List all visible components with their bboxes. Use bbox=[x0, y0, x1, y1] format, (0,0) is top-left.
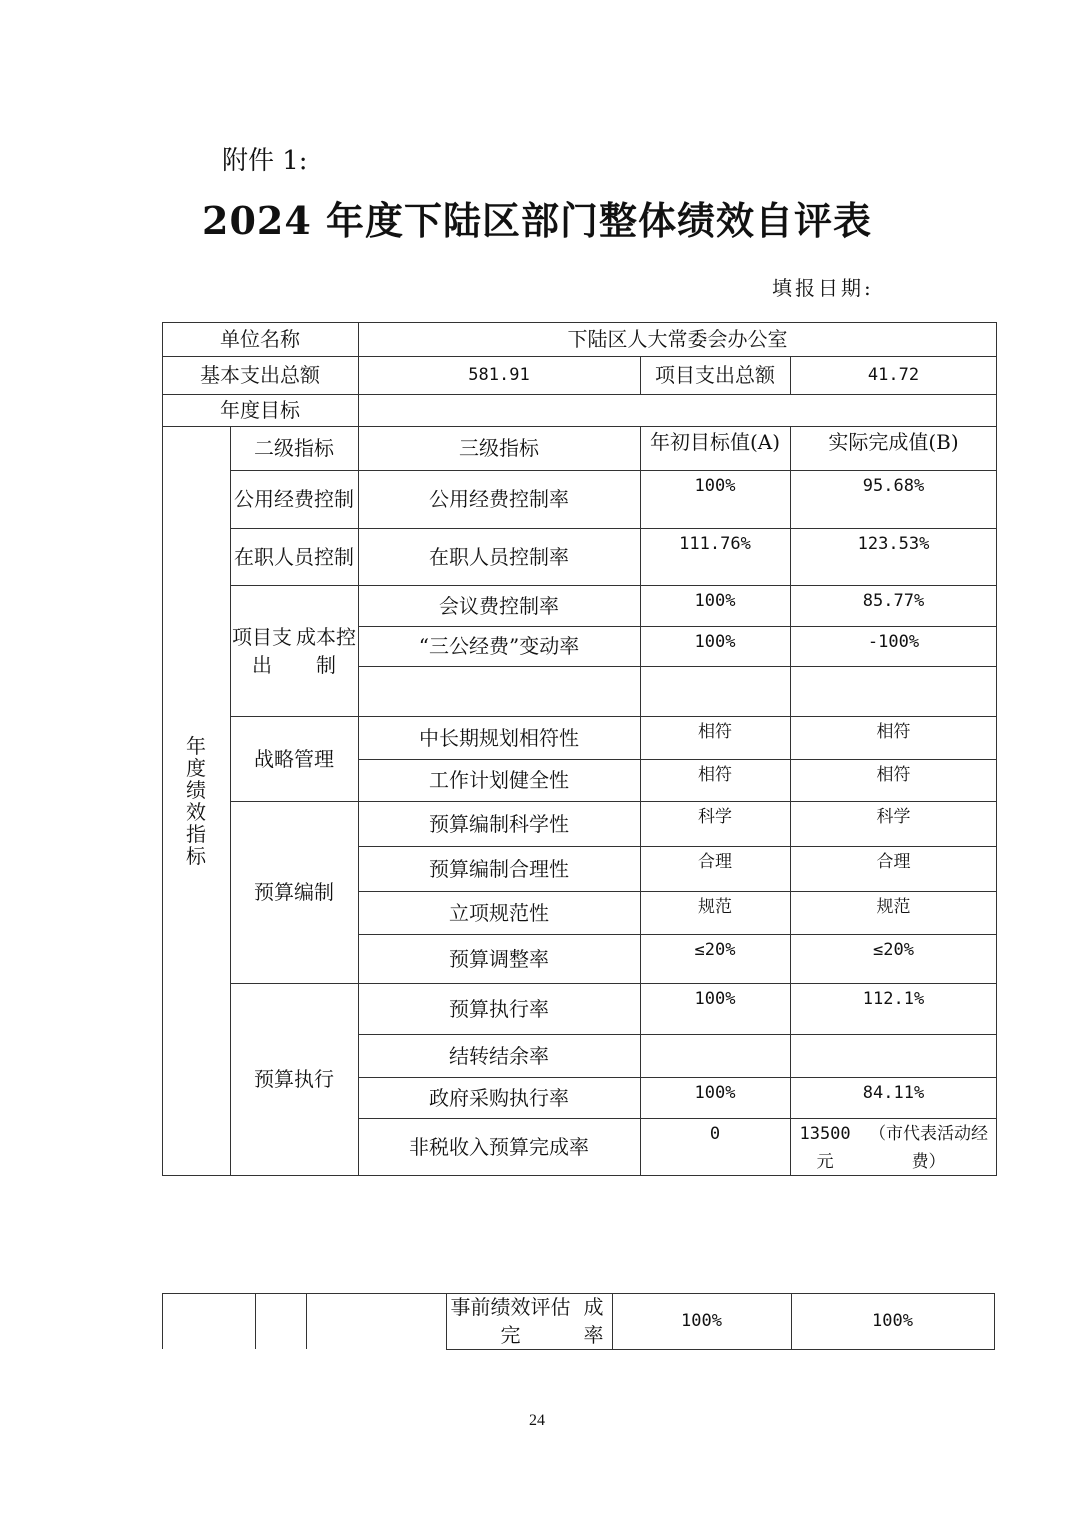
level2-indicator: 项目支出 成本控制 bbox=[232, 624, 356, 677]
actual-value: 合理 bbox=[876, 852, 911, 872]
basic-expense-value: 581.91 bbox=[468, 365, 530, 385]
basic-expense-label: 基本支出总额 bbox=[200, 363, 320, 387]
level2-indicator: 在职人员 控制 bbox=[234, 544, 354, 569]
table-rule bbox=[255, 1293, 256, 1349]
annual-goal-value bbox=[358, 394, 997, 426]
actual-value: -100% bbox=[867, 632, 920, 652]
target-value: 0 bbox=[709, 1124, 721, 1144]
level2-indicator: 预算执行 bbox=[254, 1067, 334, 1091]
fill-date-label: 填报日期: bbox=[772, 276, 874, 300]
level3-indicator: 公用经费控制率 bbox=[429, 487, 569, 511]
level3-indicator: 中长期规划相符性 bbox=[419, 725, 579, 750]
col-header-actual: 实际完成值(B) bbox=[828, 430, 959, 454]
level3-indicator: 工作计划健全性 bbox=[429, 768, 569, 792]
page-number: 24 bbox=[529, 1412, 545, 1429]
level3-indicator: 在职人员控制率 bbox=[429, 544, 569, 569]
level3-indicator: 非税收入预算完成率 bbox=[409, 1134, 589, 1159]
level3-indicator: 立项规范性 bbox=[449, 900, 549, 925]
actual-value: 13500 元 （市代表活动经费） bbox=[799, 1124, 989, 1172]
actual-value: 规范 bbox=[876, 897, 911, 917]
table-rule bbox=[446, 1349, 994, 1350]
level3-indicator: 预算调整率 bbox=[449, 946, 549, 971]
level3-indicator: 预算编制科学性 bbox=[429, 811, 569, 836]
unit-name-value: 下陆区人大常委会办公室 bbox=[567, 327, 788, 351]
level2-indicator: 战略管理 bbox=[254, 746, 334, 771]
actual-value: 相符 bbox=[876, 722, 911, 742]
actual-value bbox=[790, 666, 997, 716]
table-rule bbox=[306, 1293, 307, 1349]
actual-value: 85.77% bbox=[862, 591, 925, 611]
target-value: 100% bbox=[694, 476, 736, 496]
target-value bbox=[640, 666, 790, 716]
continuation-actual: 100% bbox=[872, 1311, 913, 1331]
target-value: 111.76% bbox=[679, 534, 751, 554]
target-value: 100% bbox=[694, 989, 736, 1009]
target-value bbox=[640, 1034, 790, 1077]
actual-value: ≤20% bbox=[873, 940, 914, 960]
level3-indicator: 政府采购执行率 bbox=[429, 1085, 569, 1110]
actual-value: 84.11% bbox=[862, 1083, 925, 1103]
level3-indicator: 结转结余率 bbox=[449, 1043, 549, 1068]
continuation-target: 100% bbox=[681, 1311, 722, 1331]
target-value: 科学 bbox=[698, 807, 732, 827]
target-value: 合理 bbox=[698, 852, 732, 872]
level3-indicator: 预算执行率 bbox=[449, 996, 549, 1021]
target-value: ≤20% bbox=[694, 940, 736, 960]
target-value: 100% bbox=[694, 591, 736, 611]
target-value: 100% bbox=[694, 1083, 736, 1103]
level3-indicator bbox=[358, 666, 640, 716]
col-header-level3: 三级指标 bbox=[459, 436, 539, 460]
annual-indicators-label: 年 度 绩 效 指 标 bbox=[186, 733, 206, 868]
page-title: 2024 年度下陆区部门整体绩效自评表 bbox=[202, 198, 872, 243]
col-header-level2: 二级指标 bbox=[254, 436, 334, 460]
actual-value: 95.68% bbox=[862, 476, 925, 496]
actual-value: 相符 bbox=[876, 765, 911, 785]
col-header-target: 年初目标值(A) bbox=[649, 430, 781, 454]
attachment-label: 附件 1: bbox=[222, 146, 308, 176]
table-rule bbox=[162, 1293, 163, 1349]
actual-value bbox=[790, 1034, 997, 1077]
target-value: 规范 bbox=[698, 897, 732, 917]
level3-indicator: “三公经费”变动率 bbox=[418, 634, 580, 658]
level2-indicator: 公用经费 控制 bbox=[234, 487, 354, 511]
actual-value: 123.53% bbox=[857, 534, 930, 554]
level3-indicator: 预算编制合理性 bbox=[429, 856, 569, 881]
target-value: 相符 bbox=[698, 722, 732, 742]
annual-goal-label: 年度目标 bbox=[220, 398, 300, 422]
level3-indicator: 会议费控制率 bbox=[439, 593, 559, 618]
unit-name-label: 单位名称 bbox=[220, 327, 300, 351]
project-expense-value: 41.72 bbox=[867, 365, 920, 385]
level2-indicator: 预算编制 bbox=[254, 880, 334, 904]
table-rule bbox=[994, 1293, 995, 1350]
project-expense-label: 项目支出总额 bbox=[655, 363, 775, 387]
actual-value: 112.1% bbox=[862, 989, 925, 1009]
target-value: 相符 bbox=[698, 765, 732, 785]
target-value: 100% bbox=[694, 632, 736, 652]
continuation-indicator: 事前绩效评估完 成率 bbox=[450, 1295, 604, 1347]
actual-value: 科学 bbox=[876, 807, 911, 827]
